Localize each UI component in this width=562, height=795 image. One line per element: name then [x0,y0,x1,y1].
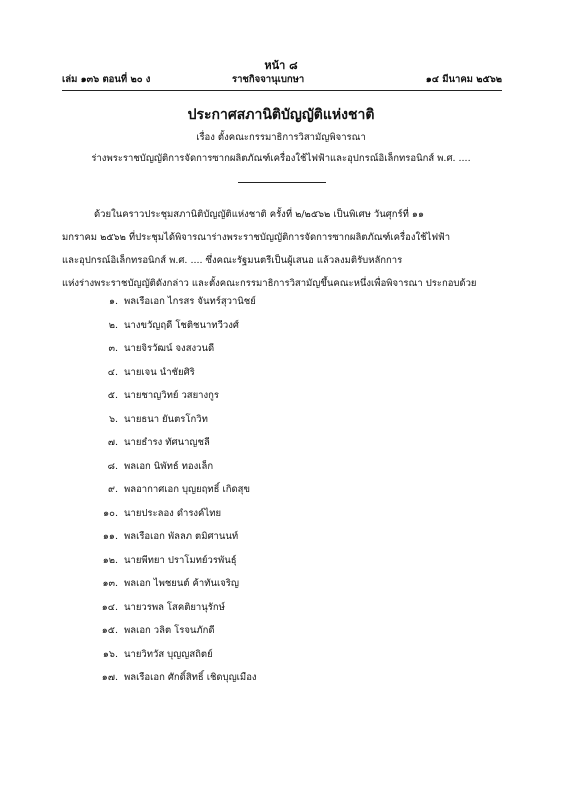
list-item [90,506,490,530]
member-name: นายจิรวัฒน์ จงสงวนดี [124,343,215,354]
member-name: พลเรือเอก พัลลภ ตมิศานนท์ [124,531,239,542]
list-item [90,388,490,412]
member-name: พลเอก นิพัทธ์ ทองเล็ก [124,460,214,472]
member-name: พลอากาศเอก บุญยฤทธิ์ เกิดสุข [124,484,250,495]
member-name: นายวรพล โสคติยานุรักษ์ [124,601,225,613]
list-item [90,435,490,459]
member-number: ๑๒. [102,554,118,566]
list-item [90,341,490,365]
list-item [90,459,490,483]
announcement-subject: เรื่อง ตั้งคณะกรรมาธิการวิสามัญพิจารณา [196,132,366,143]
list-item [90,647,490,671]
body-line: และอุปกรณ์อิเล็กทรอนิกส์ พ.ศ. .... ซึ่งคณะรัฐมนตรีเป็นผู้เสนอ แล้วลงมติรับหลักการ [62,255,403,266]
announcement-body [62,203,502,295]
member-name: พลเอก วลิต โรจนภักดี [124,625,215,636]
member-number: ๑๖. [102,648,118,660]
member-name: นายธนา ยันตรโกวิท [124,413,208,425]
member-name: พลเอก ไพชยนต์ ค้าทันเจริญ [124,578,240,589]
list-item [90,412,490,436]
header-divider [62,90,502,91]
announcement-title: ประกาศสภานิติบัญญัติแห่งชาติ [187,107,375,123]
body-line: มกราคม ๒๕๖๒ ที่ประชุมได้พิจารณาร่างพระราชบัญญัติการจัดการซากผลิตภัณฑ์เครื่องใช้ไฟฟ้า [62,232,451,243]
list-item [90,294,490,318]
list-item [90,670,490,694]
volume-issue: เล่ม ๑๓๖ ตอนที่ ๒๐ ง [62,74,151,85]
member-number: ๑๑. [102,531,118,542]
publication-date: ๑๔ มีนาคม ๒๕๖๒ [425,74,502,85]
publication-name: ราชกิจจานุเบกษา [232,74,305,85]
member-name: พลเรือเอก ศักดิ์สิทธิ์ เชิดบุญเมือง [124,672,257,683]
member-number: ๑๕. [101,625,118,636]
body-line: แห่งร่างพระราชบัญญัติดังกล่าว และตั้งคณะกรรมาธิการวิสามัญขึ้นคณะหนึ่งเพื่อพิจารณา ประกอบด้วย [62,278,477,289]
list-item [90,553,490,577]
member-name: นางขวัญฤดี โชติชนาทวีวงศ์ [124,319,239,331]
member-number: ๒. [108,319,118,331]
gazette-header [62,72,502,88]
committee-member-list [90,294,490,694]
member-name: นายชาญวิทย์ วสยางกูร [124,390,219,401]
member-name: นายวิทวัส บุญญสถิตย์ [124,648,213,660]
list-item [90,529,490,553]
member-name: นายประลอง ดำรงค์ไทย [124,507,222,519]
member-number: ๘. [107,460,118,472]
list-item [90,623,490,647]
member-number: ๔. [107,366,118,378]
member-name: นายเจน นำชัยศิริ [124,366,195,378]
member-number: ๗. [107,437,118,448]
member-number: ๑๔. [101,601,118,613]
member-number: ๑๐. [103,507,118,519]
member-number: ๙. [108,484,118,495]
title-divider [238,182,326,183]
member-name: นายพีทยา ปราโมทย์วรพันธุ์ [124,554,237,566]
member-number: ๕. [107,390,118,401]
list-item [90,600,490,624]
announcement-subject-detail: ร่างพระราชบัญญัติการจัดการซากผลิตภัณฑ์เครื่องใช้ไฟฟ้าและอุปกรณ์อิเล็กทรอนิกส์ พ.ศ. .... [91,153,471,164]
list-item [90,482,490,506]
member-number: ๑๗. [101,672,118,683]
list-item [90,576,490,600]
member-number: ๑. [108,296,118,307]
member-name: นายธำรง ทัศนาญชลี [124,437,210,448]
member-number: ๖. [108,413,118,425]
member-number: ๑๓. [102,578,118,589]
list-item [90,318,490,342]
member-name: พลเรือเอก ไกรสร จันทร์สุวานิชย์ [124,296,256,307]
body-line: ด้วยในคราวประชุมสภานิติบัญญัติแห่งชาติ ครั้งที่ ๒/๒๕๖๒ เป็นพิเศษ วันศุกร์ที่ ๑๑ [94,209,424,220]
page-number: หน้า ๘ [264,59,298,72]
member-number: ๓. [108,343,118,354]
list-item [90,365,490,389]
